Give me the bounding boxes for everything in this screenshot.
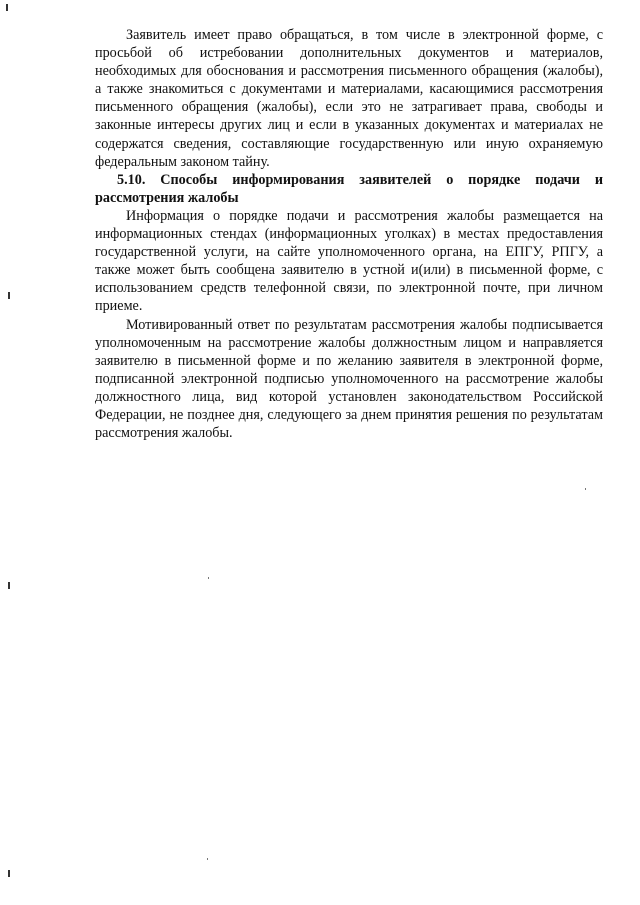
margin-mark bbox=[8, 292, 10, 299]
paragraph-motivated-response: Мотивированный ответ по результатам рассмотрения жалобы подписывается уполномоченным на рассмотрение жалобы должностным лицом и направляется заявителю в письменной форме и по желанию заявителя в электронной форме, подписанной электронной подписью уполномоченного на рассмотрение жалобы должностного лица, вид которой установлен законодательством Российской Федерации, не позднее дня, следующего за днем принятия решения по результатам рассмотрения жалобы. bbox=[95, 316, 603, 442]
paragraph-information-placement: Информация о порядке подачи и рассмотрения жалобы размещается на информационных стендах (информационных уголках) в местах предоставления государственной услуги, на сайте уполномоченного органа, на ЕПГУ, РПГУ, а также может быть сообщена заявителю в устной и(или) в письменной форме, с использованием средств телефонной связи, по электронной почте, при личном приеме. bbox=[95, 207, 603, 315]
scan-speck bbox=[208, 577, 209, 579]
paragraph-appeal-rights: Заявитель имеет право обращаться, в том числе в электронной форме, с просьбой об истребовании дополнительных документов и материалов, необходимых для обоснования и рассмотрения письменного обращения (жалобы), а также знакомиться с документами и материалами, касающимися рассмотрения письменного обращения (жалобы), если это не затрагивает права, свободы и законные интересы других лиц и если в указанных документах и материалах не содержатся сведения, составляющие государственную или иную охраняемую федеральным законом тайну. bbox=[95, 27, 603, 170]
margin-mark bbox=[8, 582, 10, 589]
section-heading: 5.10. Способы информирования заявителей о порядке подачи и рассмотрения жалобы bbox=[95, 171, 603, 206]
margin-mark bbox=[8, 870, 10, 877]
scan-speck bbox=[585, 488, 586, 490]
margin-mark bbox=[6, 4, 8, 11]
scan-speck bbox=[207, 858, 208, 860]
document-page bbox=[95, 26, 603, 442]
